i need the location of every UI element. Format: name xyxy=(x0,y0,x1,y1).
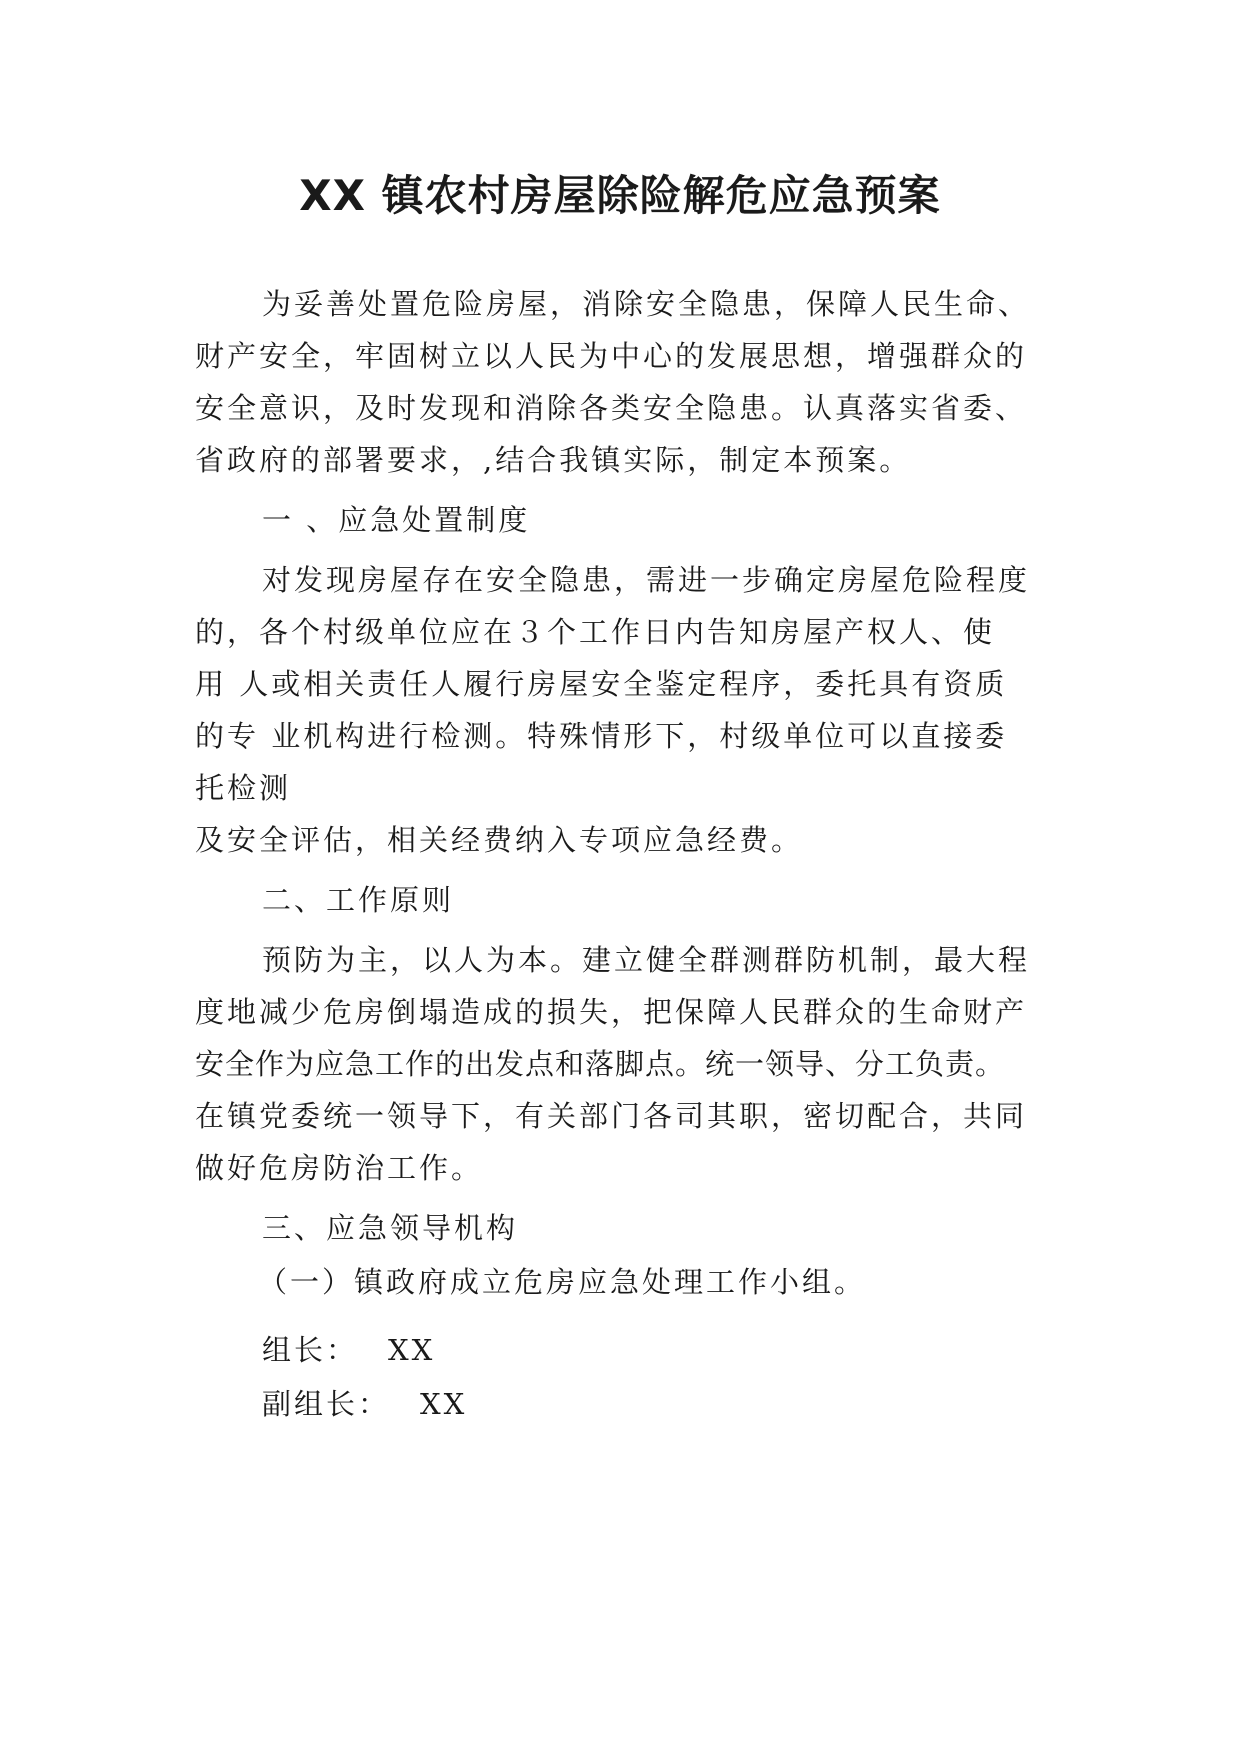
leader-label: 组长： xyxy=(262,1333,359,1367)
deputy-leader-row xyxy=(262,1384,467,1424)
section-1-line-5: 托检测 xyxy=(195,771,292,805)
section-1-line-1: 对发现房屋存在安全隐患，需进一步确定房屋危险程度 xyxy=(262,563,1031,597)
leader-value: XX xyxy=(388,1333,436,1367)
section-1-line-3: 用 人或相关责任人履行房屋安全鉴定程序，委托具有资质 xyxy=(195,667,1008,701)
leader-row xyxy=(262,1330,435,1370)
section-2-line-4: 在镇党委统一领导下，有关部门各司其职，密切配合，共同 xyxy=(195,1099,1028,1133)
section-2-line-2: 度地减少危房倒塌造成的损失，把保障人民群众的生命财产 xyxy=(195,995,1028,1029)
deputy-leader-label: 副组长： xyxy=(262,1387,391,1421)
intro-line-3: 安全意识，及时发现和消除各类安全隐患。认真落实省委、 xyxy=(195,391,1028,425)
section-1-line-2: 的，各个村级单位应在３个工作日内告知房屋产权人、使 xyxy=(195,615,996,649)
intro-line-1: 为妥善处置危险房屋，消除安全隐患，保障人民生命、 xyxy=(262,287,1031,321)
section-2-line-1: 预防为主，以人为本。建立健全群测群防机制，最大程 xyxy=(262,943,1031,977)
document-title: XX 镇农村房屋除险解危应急预案 xyxy=(299,171,941,220)
section-1-line-4: 的专 业机构进行检测。特殊情形下，村级单位可以直接委 xyxy=(195,719,1008,753)
section-3-subitem-1: （一）镇政府成立危房应急处理工作小组。 xyxy=(258,1265,867,1299)
section-3-heading: 三、应急领导机构 xyxy=(262,1211,519,1245)
section-2-line-5: 做好危房防治工作。 xyxy=(195,1151,484,1185)
section-2-line-3: 安全作为应急工作的出发点和落脚点。统一领导、分工负责。 xyxy=(195,1047,1006,1081)
intro-line-2: 财产安全，牢固树立以人民为中心的发展思想，增强群众的 xyxy=(195,339,1028,373)
section-2-heading: 二、工作原则 xyxy=(262,883,455,917)
section-1-line-6: 及安全评估，相关经费纳入专项应急经费。 xyxy=(195,823,804,857)
section-1-heading: 一 、应急处置制度 xyxy=(262,503,531,537)
deputy-leader-value: XX xyxy=(420,1387,468,1421)
intro-line-4: 省政府的部署要求，,结合我镇实际，制定本预案。 xyxy=(195,443,912,477)
